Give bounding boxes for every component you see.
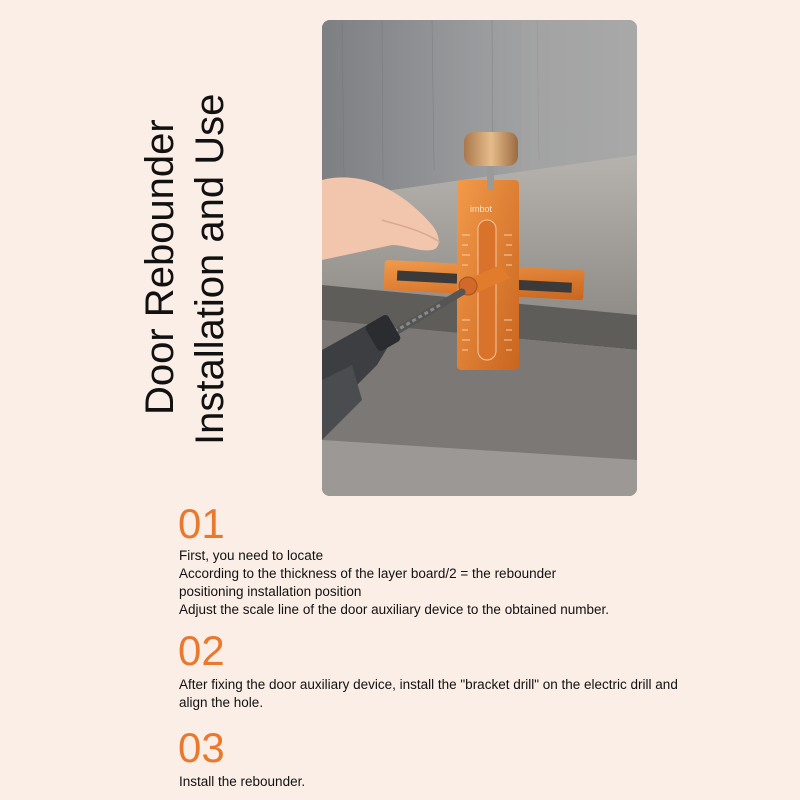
step-02-line: After fixing the door auxiliary device, install the "bracket drill" on the electric drill and align the hole.	[179, 677, 678, 710]
step-01-line: Adjust the scale line of the door auxiliary device to the obtained number.	[179, 602, 610, 617]
title-line-2: Installation and Use	[188, 93, 232, 445]
step-01-line: First, you need to locate	[179, 548, 324, 563]
step-01-line: According to the thickness of the layer board/2 = the rebounder positioning installation position	[179, 566, 557, 599]
step-number-02: 02	[178, 627, 225, 674]
brand-label: imbot	[470, 204, 493, 214]
step-number-03: 03	[178, 724, 225, 771]
title-line-1: Door Rebounder	[138, 119, 182, 415]
step-02-description	[179, 676, 699, 712]
product-photo	[322, 20, 637, 496]
page-title	[140, 60, 235, 450]
step-03-description	[179, 773, 719, 791]
step-number-01: 01	[178, 500, 225, 547]
step-03-line: Install the rebounder.	[179, 774, 306, 789]
step-01-description	[179, 547, 719, 619]
